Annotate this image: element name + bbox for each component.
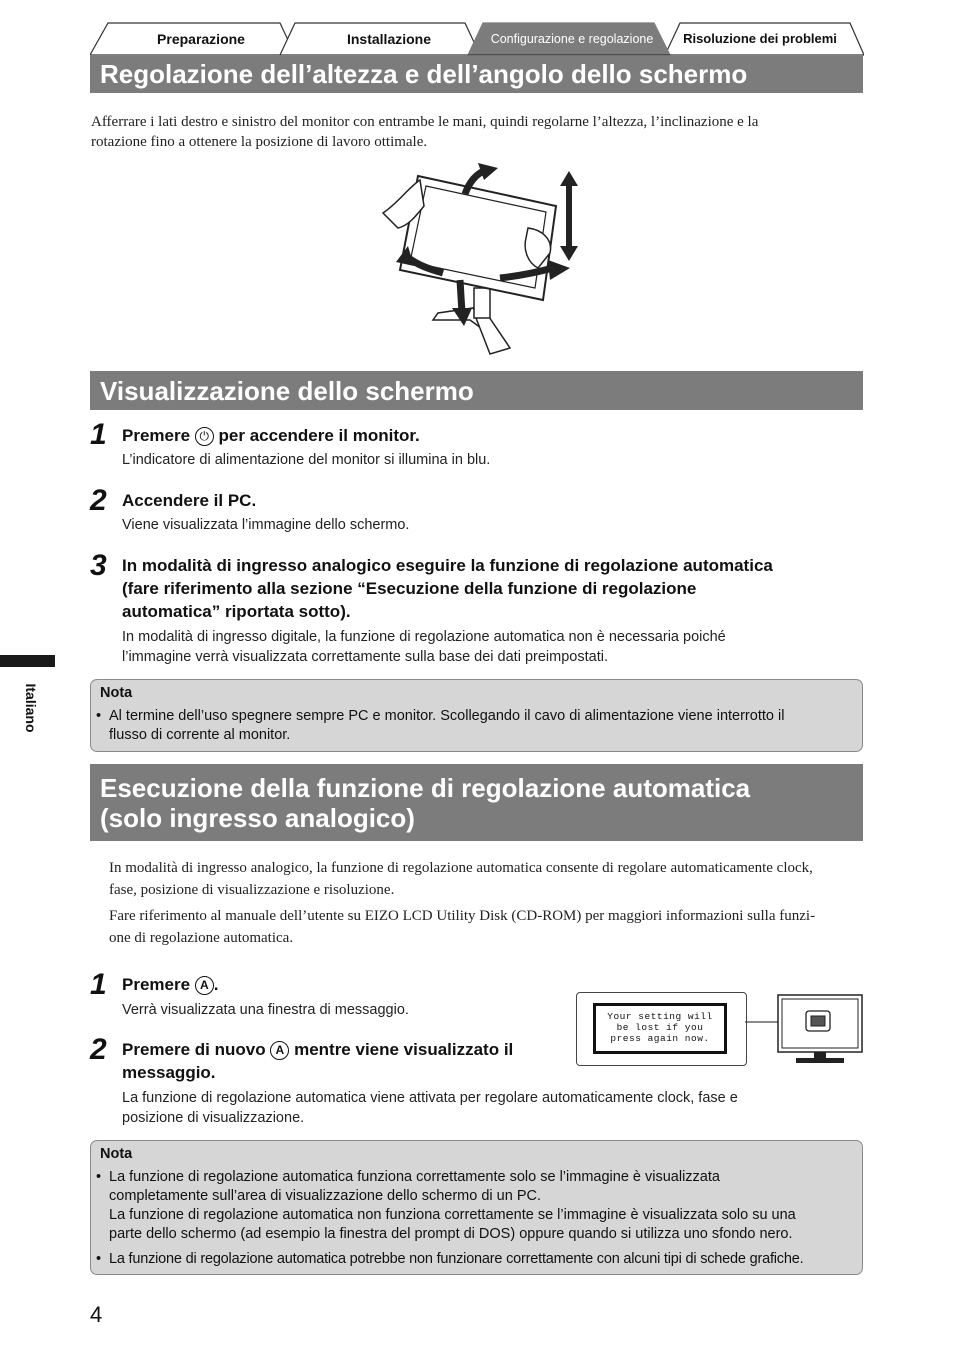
monitor-adjust-illustration bbox=[378, 158, 578, 358]
message-line: be lost if you bbox=[616, 1022, 704, 1033]
section-title-line: (solo ingresso analogico) bbox=[100, 803, 415, 833]
step-number: 1 bbox=[90, 418, 107, 451]
step-heading-text: Premere bbox=[122, 426, 191, 445]
bullet: • bbox=[96, 708, 102, 724]
step-heading bbox=[122, 973, 219, 996]
step-heading bbox=[122, 554, 867, 623]
step-heading-text: Premere di nuovo bbox=[122, 1040, 266, 1059]
section-title: Visualizzazione dello schermo bbox=[100, 376, 474, 406]
note-line: parte dello schermo (ad esempio la finestra del prompt di DOS) oppure quando si utilizza uno sfondo nero. bbox=[109, 1226, 793, 1242]
bullet: • bbox=[96, 1251, 101, 1267]
step-heading-line: (fare riferimento alla sezione “Esecuzione della funzione di regolazione bbox=[122, 579, 697, 598]
note-item bbox=[96, 707, 856, 745]
note-box bbox=[90, 1140, 863, 1275]
step-heading-line: In modalità di ingresso analogico eseguire la funzione di regolazione automatica bbox=[122, 556, 773, 575]
button-a-icon: A bbox=[195, 976, 214, 995]
paragraph-line: one di regolazione automatica. bbox=[109, 930, 294, 946]
message-line: Your setting will bbox=[607, 1011, 713, 1022]
paragraph-line: fase, posizione di visualizzazione e risoluzione. bbox=[109, 882, 395, 898]
button-a-icon: A bbox=[270, 1041, 289, 1060]
step-description-line: posizione di visualizzazione. bbox=[122, 1110, 305, 1126]
section-title: Regolazione dell’altezza e dell’angolo dello schermo bbox=[100, 59, 748, 89]
step-number: 3 bbox=[90, 549, 107, 582]
step-heading-text: mentre viene visualizzato il bbox=[294, 1040, 514, 1059]
section-heading-visualizzazione bbox=[90, 371, 863, 410]
step-description bbox=[122, 627, 726, 667]
paragraph-line: In modalità di ingresso analogico, la funzione di regolazione automatica consente di regolare automaticamente clock, bbox=[109, 860, 813, 876]
step-number: 2 bbox=[90, 484, 107, 517]
section-heading-esecuzione bbox=[90, 764, 863, 841]
note-line: La funzione di regolazione automatica funziona correttamente solo se l’immagine è visualizzata bbox=[109, 1169, 720, 1185]
note-line: La funzione di regolazione automatica non funziona correttamente se l’immagine è visualizzata solo su una bbox=[109, 1207, 796, 1223]
step-heading bbox=[122, 1038, 572, 1084]
step-heading-text: . bbox=[213, 975, 219, 994]
note-line: Al termine dell’uso spegnere sempre PC e monitor. Scollegando il cavo di alimentazione viene interrotto il bbox=[109, 708, 785, 724]
power-icon: ⏻ bbox=[195, 427, 214, 446]
step-number: 2 bbox=[90, 1033, 107, 1066]
tab-risoluzione: Risoluzione dei problemi bbox=[683, 31, 837, 46]
step-number: 1 bbox=[90, 968, 107, 1001]
section-heading-regolazione bbox=[90, 56, 863, 93]
language-label-text: Italiano bbox=[23, 683, 39, 733]
language-label bbox=[16, 676, 46, 746]
step-heading-text: Premere bbox=[122, 975, 191, 994]
section-tabs bbox=[90, 22, 864, 56]
step-heading-line bbox=[122, 1038, 572, 1061]
tab-installazione: Installazione bbox=[346, 31, 432, 47]
bullet: • bbox=[96, 1169, 102, 1185]
intro-paragraph bbox=[91, 112, 861, 152]
note-title: Nota bbox=[100, 685, 133, 701]
message-window-illustration bbox=[576, 992, 747, 1066]
paragraph-line: Afferrare i lati destro e sinistro del monitor con entrambe le mani, quindi regolarne l’altezza, l’inclinazione e la bbox=[91, 114, 759, 130]
step-heading-line: messaggio. bbox=[122, 1063, 216, 1082]
step-description-line: l’immagine verrà visualizzata correttamente sulla base dei dati preimpostati. bbox=[122, 649, 608, 665]
step-heading-text: per accendere il monitor. bbox=[218, 426, 420, 445]
section-title-line: Esecuzione della funzione di regolazione automatica bbox=[100, 773, 751, 803]
auto-adjust-paragraph bbox=[109, 857, 865, 949]
step-description-line: In modalità di ingresso digitale, la funzione di regolazione automatica non è necessaria poiché bbox=[122, 629, 726, 645]
step-heading: Accendere il PC. bbox=[122, 491, 257, 510]
message-line: press again now. bbox=[610, 1033, 710, 1044]
language-tab-marker bbox=[0, 655, 55, 667]
step-description-line: La funzione di regolazione automatica viene attivata per regolare automaticamente clock, fase e bbox=[122, 1090, 738, 1106]
note-line: La funzione di regolazione automatica potrebbe non funzionare correttamente con alcuni tipi di schede grafiche. bbox=[109, 1251, 804, 1267]
message-window bbox=[593, 1003, 727, 1054]
step-heading bbox=[122, 424, 420, 447]
step-description: Viene visualizzata l’immagine dello schermo. bbox=[122, 517, 410, 533]
small-monitor-icon bbox=[744, 992, 866, 1068]
page-number: 4 bbox=[90, 1302, 103, 1327]
note-item bbox=[96, 1250, 856, 1269]
step-description: Verrà visualizzata una finestra di messaggio. bbox=[122, 1002, 409, 1018]
note-item bbox=[96, 1168, 856, 1244]
step-description bbox=[122, 1088, 738, 1128]
step-description: L’indicatore di alimentazione del monitor si illumina in blu. bbox=[122, 452, 491, 468]
paragraph-line: Fare riferimento al manuale dell’utente su EIZO LCD Utility Disk (CD-ROM) per maggiori informazioni sulla funzi- bbox=[109, 908, 816, 924]
note-box bbox=[90, 679, 863, 752]
note-line: flusso di corrente al monitor. bbox=[109, 727, 291, 743]
note-line: completamente sull’area di visualizzazione dello schermo di un PC. bbox=[109, 1188, 541, 1204]
note-title: Nota bbox=[100, 1146, 133, 1162]
paragraph-line: rotazione fino a ottenere la posizione di lavoro ottimale. bbox=[91, 134, 428, 150]
step-heading-line: automatica” riportata sotto). bbox=[122, 602, 351, 621]
tab-preparazione: Preparazione bbox=[157, 31, 245, 47]
tab-configurazione: Configurazione e regolazione bbox=[490, 32, 654, 46]
